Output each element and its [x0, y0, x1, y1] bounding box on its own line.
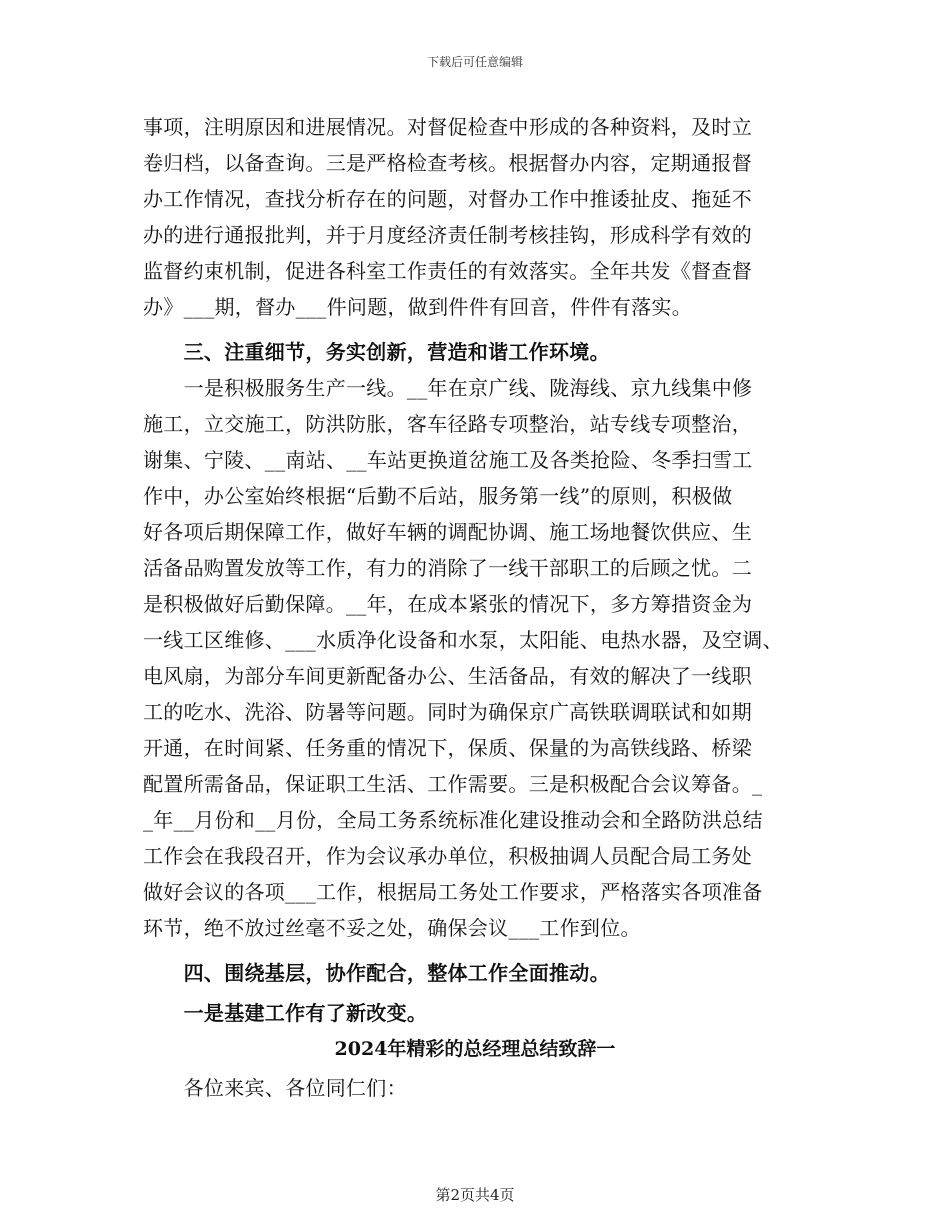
document-title: 2024年精彩的总经理总结致辞一 — [334, 1038, 616, 1060]
subsection-heading: 一是基建工作有了新改变。 — [143, 1001, 428, 1025]
body-line: 施工，立交施工，防洪防胀，客车径路专项整治，站专线专项整治， — [143, 412, 752, 436]
body-line: 监督约束机制，促进各科室工作责任的有效落实。全年共发《督查督 — [143, 259, 752, 283]
page-footer: 第2页共4页 — [435, 1186, 515, 1204]
body-line: 工的吃水、洗浴、防暑等问题。同时为确保京广高铁联调联试和如期 — [143, 700, 752, 724]
body-line: 事项，注明原因和进展情况。对督促检查中形成的各种资料，及时立 — [143, 115, 752, 139]
body-line: 作中，办公室始终根据“后勤不后站，服务第一线”的原则，积极做 — [143, 484, 733, 508]
body-line: 办的进行通报批判，并于月度经济责任制考核挂钩，形成科学有效的 — [143, 223, 752, 247]
body-line: 环节，绝不放过丝毫不妥之处，确保会议___工作到位。 — [143, 916, 641, 940]
body-line: 一线工区维修、___水质净化设备和水泵，太阳能、电热水器，及空调、 — [143, 628, 783, 652]
page-header: 下载后可任意编辑 — [426, 55, 523, 69]
body-line: 做好会议的各项___工作，根据局工务处工作要求，严格落实各项准备 — [143, 880, 763, 904]
body-line: 好各项后期保障工作，做好车辆的调配协调、施工场地餐饮供应、生 — [143, 520, 752, 544]
body-line: 配置所需备品，保证职工生活、工作需要。三是积极配合会议筹备。_ — [143, 772, 763, 796]
section-heading: 三、注重细节，务实创新，营造和谐工作环境。 — [143, 340, 610, 364]
section-heading: 四、围绕基层，协作配合，整体工作全面推动。 — [143, 961, 610, 985]
body-line: 电风扇，为部分车间更新配备办公、生活备品，有效的解决了一线职 — [143, 664, 752, 688]
body-line: 办工作情况，查找分析存在的问题，对督办工作中推诿扯皮、拖延不 — [143, 187, 752, 211]
body-line: 开通，在时间紧、任务重的情况下，保质、保量的为高铁线路、桥梁 — [143, 736, 752, 760]
body-line: 活备品购置发放等工作，有力的消除了一线干部职工的后顾之忧。二 — [143, 556, 752, 580]
body-line: 谢集、宁陵、__南站、__车站更换道岔施工及各类抢险、冬季扫雪工 — [143, 448, 753, 472]
greeting-line: 各位来宾、各位同仁们： — [143, 1076, 407, 1100]
body-line: 工作会在我段召开，作为会议承办单位，积极抽调人员配合局工务处 — [143, 844, 752, 868]
body-line: 办》___期，督办___件问题，做到件件有回音，件件有落实。 — [143, 295, 692, 319]
body-line: 卷归档，以备查询。三是严格检查考核。根据督办内容，定期通报督 — [143, 151, 752, 175]
body-line: _年__月份和__月份，全局工务系统标准化建设推动会和全路防洪总结 — [143, 808, 763, 832]
body-line: 一是积极服务生产一线。__年在京广线、陇海线、京九线集中修 — [143, 376, 753, 400]
body-line: 是积极做好后勤保障。__年，在成本紧张的情况下，多方筹措资金为 — [143, 592, 753, 616]
